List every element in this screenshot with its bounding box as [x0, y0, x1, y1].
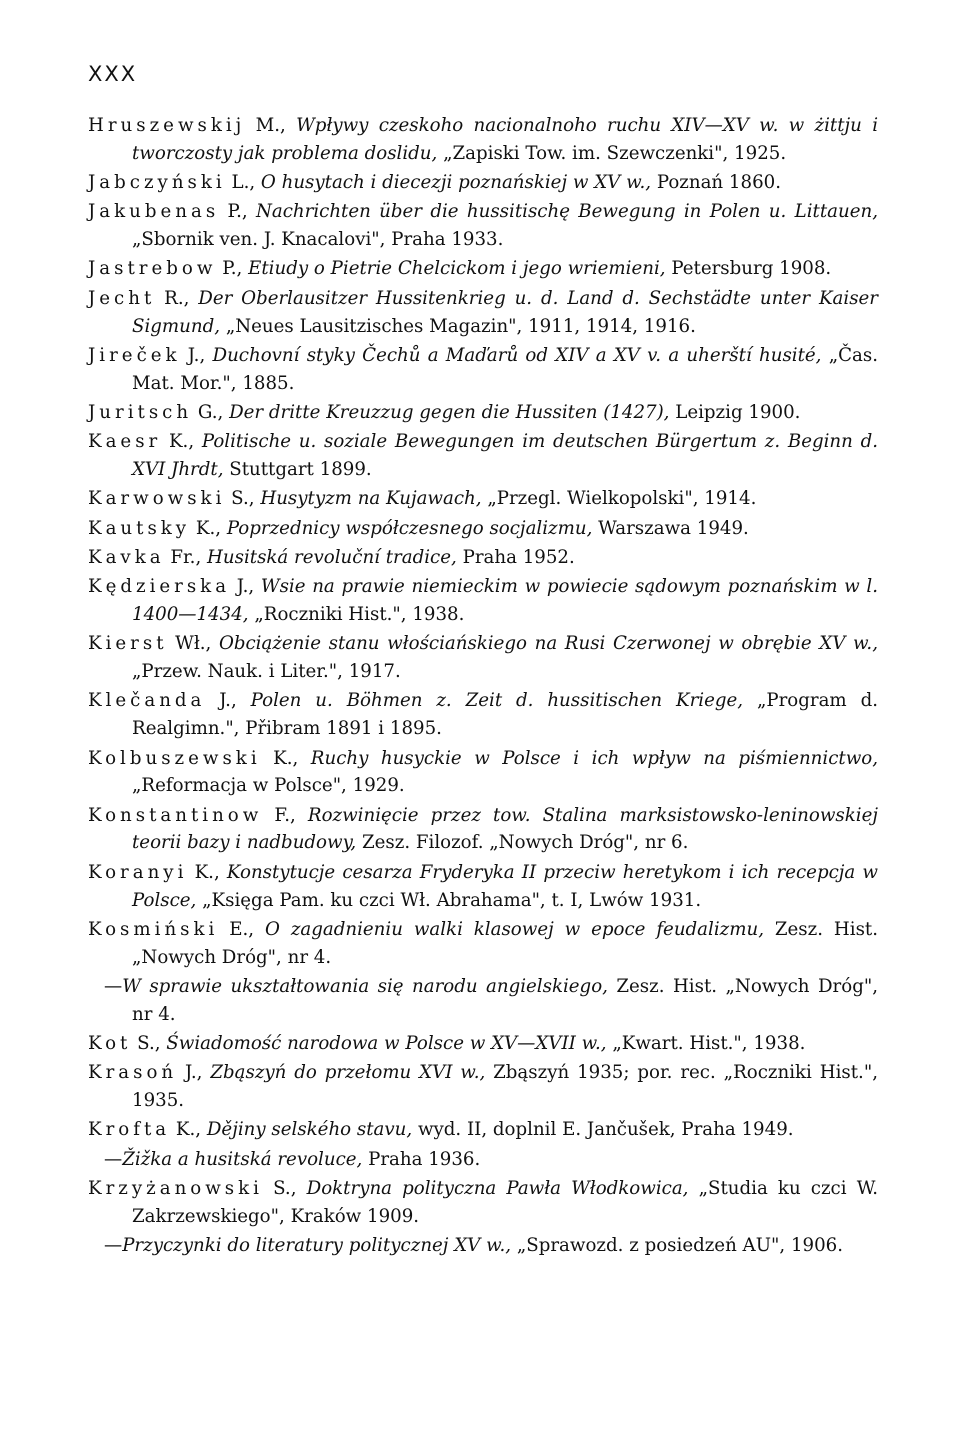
ditto-dash: —: [104, 1235, 123, 1257]
bibliography-entry: [88, 428, 878, 484]
entry-title: Polen u. Böhmen z. Zeit d. hussitischen Kriege,: [250, 690, 744, 712]
entry-initials: F.,: [262, 804, 308, 826]
bibliography-entry: [88, 916, 878, 972]
entry-initials: L.,: [225, 172, 261, 194]
bibliography-entry: [88, 1175, 878, 1231]
bibliography-entry: [88, 485, 878, 513]
entry-publication: Zesz. Hist. „Nowych Dróg", nr 4.: [132, 918, 878, 968]
entry-publication: Stuttgart 1899.: [223, 459, 372, 481]
entry-publication: „Studia ku czci W. Zakrzewskiego", Kraków 1909.: [132, 1177, 878, 1227]
entry-publication: Petersburg 1908.: [665, 258, 832, 280]
entry-author: Kędzierska: [88, 576, 231, 598]
entry-title: Nachrichten über die hussitischę Bewegung in Polen u. Littauen,: [255, 201, 878, 223]
entry-publication: „Čas. Mat. Mor.", 1885.: [132, 344, 878, 394]
entry-title: Der dritte Kreuzzug gegen die Hussiten (1427),: [229, 401, 670, 423]
entry-title: Przyczynki do literatury politycznej XV w.,: [122, 1235, 512, 1257]
entry-initials: R.,: [155, 287, 199, 309]
bibliography-entry: [88, 1030, 878, 1058]
entry-title: Konstytucje cesarza Fryderyka II przeciw heretykom i ich recepcja w Polsce,: [132, 861, 878, 911]
bibliography-page: [88, 60, 878, 1261]
entry-author: Krasoń: [88, 1062, 178, 1084]
entry-initials: J.,: [180, 344, 213, 366]
entry-initials: J.,: [177, 1062, 211, 1084]
entry-author: Kavka: [88, 546, 165, 568]
ditto-dash: —: [104, 975, 123, 997]
entry-title: W sprawie ukształtowania się narodu angielskiego,: [122, 975, 608, 997]
bibliography-entry: [88, 1059, 878, 1115]
entry-author: Jakubenas: [88, 201, 220, 223]
entry-publication: Praha 1936.: [362, 1148, 481, 1170]
entry-publication: „Księga Pam. ku czci Wł. Abrahama", t. I, Lwów 1931.: [196, 889, 702, 911]
entry-publication: „Sprawozd. z posiedzeń AU", 1906.: [511, 1235, 844, 1257]
entry-author: Karwowski: [88, 488, 226, 510]
bibliography-entry: [88, 285, 878, 341]
entry-title: Der Oberlausitzer Hussitenkrieg u. d. Land d. Sechstädte unter Kaiser Sigmund,: [132, 287, 878, 337]
entry-publication: Praha 1952.: [456, 546, 575, 568]
entry-author: Kierst: [88, 633, 168, 655]
bibliography-entry: [88, 169, 878, 197]
entry-publication: Leipzig 1900.: [669, 401, 801, 423]
entry-title: Świadomość narodowa w Polsce w XV—XVII w.,: [166, 1033, 607, 1054]
entry-publication: Zesz. Hist. „Nowych Dróg", nr 4.: [132, 975, 878, 1025]
entry-title: Dějiny selského stavu,: [206, 1119, 413, 1141]
page-number: XXX: [88, 62, 138, 86]
entry-author: Koranyi: [88, 861, 188, 883]
entry-title: Wsie na prawie niemieckim w powiecie sądowym poznańskim w l. 1400—1434,: [132, 576, 878, 626]
entry-initials: P.,: [216, 258, 249, 280]
entry-initials: J.,: [230, 576, 261, 598]
entry-initials: S.,: [225, 488, 261, 510]
entry-author: Jabczyński: [88, 172, 226, 194]
entry-initials: S.,: [262, 1177, 307, 1199]
entry-initials: M.,: [245, 115, 297, 136]
entry-author: Kot: [88, 1033, 132, 1054]
entry-publication: „Zapiski Tow. im. Szewczenki", 1925.: [437, 142, 787, 164]
entry-author: Jireček: [88, 344, 181, 366]
entry-title: Duchovní styky Čechů a Maďarů od XIV a XV v. a uherští husité,: [212, 344, 822, 366]
bibliography-entry: [88, 515, 878, 543]
entry-author: Juritsch: [88, 401, 193, 423]
entry-author: Jecht: [88, 287, 156, 309]
bibliography-entry: [88, 1116, 878, 1144]
entry-publication: „Program d. Realgimn.", Přibram 1891 i 1895.: [132, 690, 878, 740]
entry-title: Poprzednicy współczesnego socjalizmu,: [226, 517, 593, 539]
entry-publication: Poznań 1860.: [651, 172, 781, 194]
bibliography-entry: [88, 687, 878, 743]
entry-author: Jastrebow: [88, 258, 217, 280]
entry-publication: „Sbornik ven. J. Knacalovi", Praha 1933.: [132, 229, 504, 251]
entry-title: Ruchy husyckie w Polsce i ich wpływ na piśmiennictwo,: [310, 747, 879, 769]
bibliography-entry: [88, 112, 878, 168]
bibliography-entry: [88, 802, 878, 858]
entry-initials: K.,: [161, 431, 202, 453]
bibliography-entry: [88, 973, 878, 1029]
entry-publication: „Przew. Nauk. i Liter.", 1917.: [132, 661, 401, 683]
entry-publication: „Kwart. Hist.", 1938.: [606, 1033, 806, 1054]
entry-title: Zbąszyń do przełomu XVI w.,: [210, 1062, 486, 1084]
entry-publication: „Roczniki Hist.", 1938.: [248, 604, 465, 626]
entry-initials: K.,: [170, 1119, 207, 1141]
entry-initials: Fr.,: [164, 546, 208, 568]
entry-initials: Wł.,: [167, 633, 219, 655]
entry-title: Obciążenie stanu włościańskiego na Rusi Czerwonej w obrębie XV w.,: [218, 633, 878, 655]
entry-title: Husitská revoluční tradice,: [207, 546, 457, 568]
entry-title: Žižka a husitská revoluce,: [122, 1148, 363, 1170]
entry-initials: G.,: [192, 401, 230, 423]
bibliography-entry: [88, 544, 878, 572]
entry-title: Doktryna polityczna Pawła Włodkowica,: [306, 1177, 689, 1199]
entry-title: O husytach i diecezji poznańskiej w XV w.,: [260, 172, 652, 194]
bibliography-entry: [88, 1232, 878, 1260]
entry-publication: Zesz. Filozof. „Nowych Dróg", nr 6.: [356, 832, 689, 854]
entry-publication: „Przegl. Wielkopolski", 1914.: [481, 488, 757, 510]
bibliography-entry: [88, 342, 878, 398]
entry-publication: Zbąszyń 1935; por. rec. „Roczniki Hist.", 1935.: [132, 1062, 878, 1112]
entry-initials: E.,: [218, 918, 265, 940]
entry-author: Kautsky: [88, 517, 191, 539]
entry-publication: Warszawa 1949.: [592, 517, 749, 539]
bibliography-entry: [88, 399, 878, 427]
entry-title: Politische u. soziale Bewegungen im deutschen Bürgertum z. Beginn d. XVI Jhrdt,: [132, 431, 878, 481]
entry-initials: J.,: [205, 690, 251, 712]
entry-title: Husytyzm na Kujawach,: [260, 488, 482, 510]
entry-initials: S.,: [131, 1033, 167, 1054]
entry-initials: K.,: [187, 861, 227, 883]
bibliography-entry: [88, 630, 878, 686]
entry-title: Rozwinięcie przez tow. Stalina marksistowsko-leninowskiej teorii bazy i nadbudowy,: [132, 804, 878, 854]
entry-author: Kosmiński: [88, 918, 219, 940]
entry-author: Krofta: [88, 1119, 171, 1141]
entry-initials: K.,: [260, 747, 311, 769]
entry-author: Konstantinow: [88, 804, 263, 826]
entry-publication: „Reformacja w Polsce", 1929.: [132, 775, 405, 797]
entry-initials: K.,: [190, 517, 227, 539]
entry-author: Kolbuszewski: [88, 747, 261, 769]
entry-initials: P.,: [219, 201, 256, 223]
bibliography-entry: [88, 198, 878, 254]
entry-title: Wpływy czeskoho nacionalnoho ruchu XIV—XV w. w żittju i tworczosty jak problema doslidu,: [132, 115, 879, 164]
bibliography-entry: [88, 1146, 878, 1174]
entry-author: Kaesr: [88, 431, 162, 453]
entry-publication: wyd. II, doplnil E. Jančušek, Praha 1949.: [412, 1119, 794, 1141]
entry-author: Krzyżanowski: [88, 1177, 263, 1199]
bibliography-list: [88, 112, 878, 1260]
bibliography-entry: [88, 573, 878, 629]
bibliography-entry: [88, 859, 878, 915]
entry-title: Etiudy o Pietrie Chelcickom i jego wriemieni,: [248, 258, 666, 280]
entry-author: Klečanda: [88, 690, 206, 712]
ditto-dash: —: [104, 1148, 123, 1170]
bibliography-entry: [88, 745, 878, 801]
entry-publication: „Neues Lausitzisches Magazin", 1911, 1914, 1916.: [220, 315, 696, 337]
entry-title: O zagadnieniu walki klasowej w epoce feudalizmu,: [265, 918, 764, 940]
bibliography-entry: [88, 255, 878, 283]
entry-author: Hruszewskij: [88, 115, 246, 136]
